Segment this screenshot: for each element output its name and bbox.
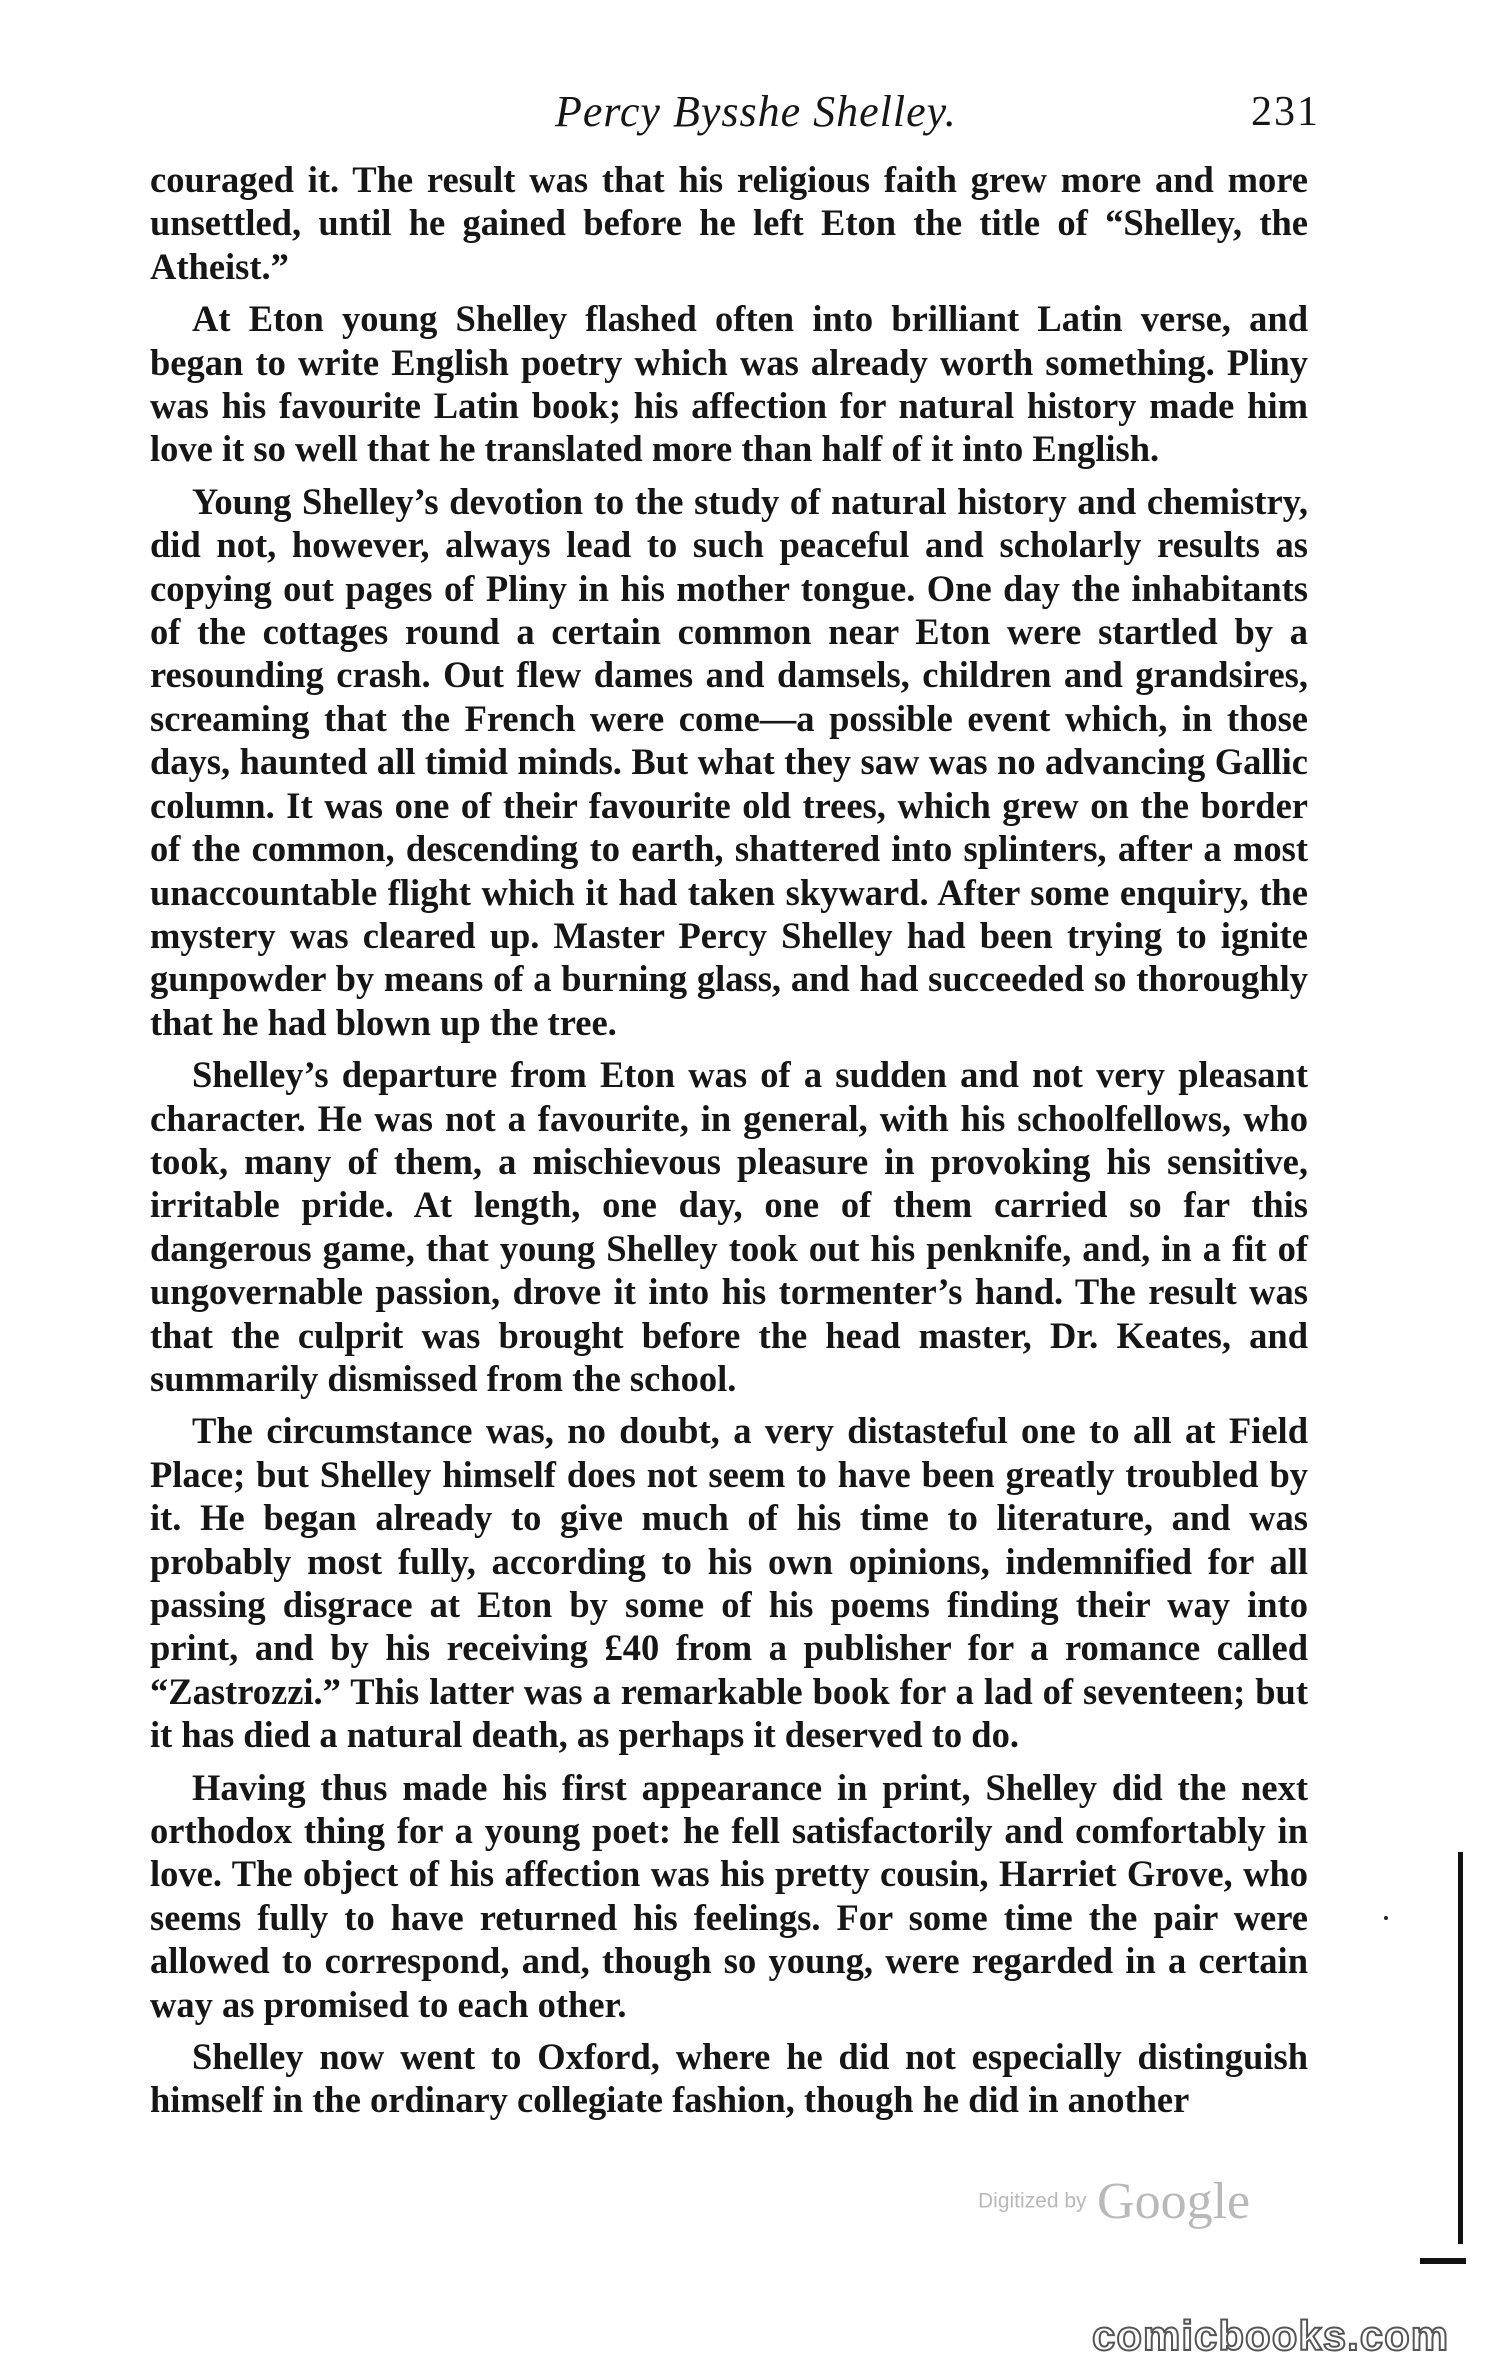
running-head [150, 86, 1320, 146]
scan-edge-foot [1420, 2258, 1466, 2264]
site-watermark: comicbooks.com [1092, 2312, 1450, 2359]
paragraph-5: The circumstance was, no doubt, a very distasteful one to all at Field Place; but Shelley himself does not seem to have been greatly troubled by it. He began already to give much of his time to literature, and was probably most fully, according to his own opinions, indemnified for all passing disgrace at Eton by some of his poems finding their way into print, and by his receiving £40 from a publisher for a romance called “Zastrozzi.” This latter was a remarkable book for a lad of seventeen; but it has died a natural death, as perhaps it deserved to do. [150, 1410, 1308, 1756]
google-logo-text: Google [1097, 2173, 1251, 2230]
page-number: 231 [1251, 89, 1320, 135]
paragraph-2: At Eton young Shelley flashed often into brilliant Latin verse, and began to write English poetry which was already worth something. Pliny was his favourite Latin book; his affection for natural history made him love it so well that he translated more than half of it into English. [150, 298, 1308, 470]
scan-edge-bar [1458, 1852, 1463, 2244]
body-text [150, 158, 1308, 2131]
digitized-prefix: Digitized by [978, 2189, 1087, 2213]
scan-speck [1384, 1916, 1388, 1920]
paragraph-1: couraged it. The result was that his religious faith grew more and more unsettled, until he gained before he left Eton the title of “Shelley, the Atheist.” [150, 159, 1308, 287]
running-title: Percy Bysshe Shelley. [555, 87, 957, 136]
digitized-by-google-watermark [978, 2172, 1250, 2231]
paragraph-7: Shelley now went to Oxford, where he did not especially distinguish himself in the ordinary collegiate fashion, though he did in another [150, 2036, 1308, 2121]
paragraph-3: Young Shelley’s devotion to the study of natural history and chemistry, did not, however, always lead to such peaceful and scholarly results as copying out pages of Pliny in his mother tongue. One day the inhabitants of the cottages round a certain common near Eton were startled by a resounding crash. Out flew dames and damsels, children and grandsires, screaming that the French were come—a possible event which, in those days, haunted all timid minds. But what they saw was no advancing Gallic column. It was one of their favourite old trees, which grew on the border of the common, descending to earth, shattered into splinters, after a most unaccountable flight which it had taken skyward. After some enquiry, the mystery was cleared up. Master Percy Shelley had been trying to ignite gunpowder by means of a burning glass, and had succeeded so thoroughly that he had blown up the tree. [150, 480, 1308, 1043]
paragraph-6: Having thus made his first appearance in print, Shelley did the next orthodox thing for a young poet: he fell satisfactorily and comfortably in love. The object of his affection was his pretty cousin, Harriet Grove, who seems fully to have returned his feelings. For some time the pair were allowed to correspond, and, though so young, were regarded in a certain way as promised to each other. [150, 1766, 1308, 2025]
paragraph-4: Shelley’s departure from Eton was of a sudden and not very pleasant character. He was not a favourite, in general, with his schoolfellows, who took, many of them, a mischievous pleasure in provoking his sensitive, irritable pride. At length, one day, one of them carried so far this dangerous game, that young Shelley took out his penknife, and, in a fit of ungovernable passion, drove it into his tormenter’s hand. The result was that the culprit was brought before the head master, Dr. Keates, and summarily dismissed from the school. [150, 1054, 1308, 1399]
